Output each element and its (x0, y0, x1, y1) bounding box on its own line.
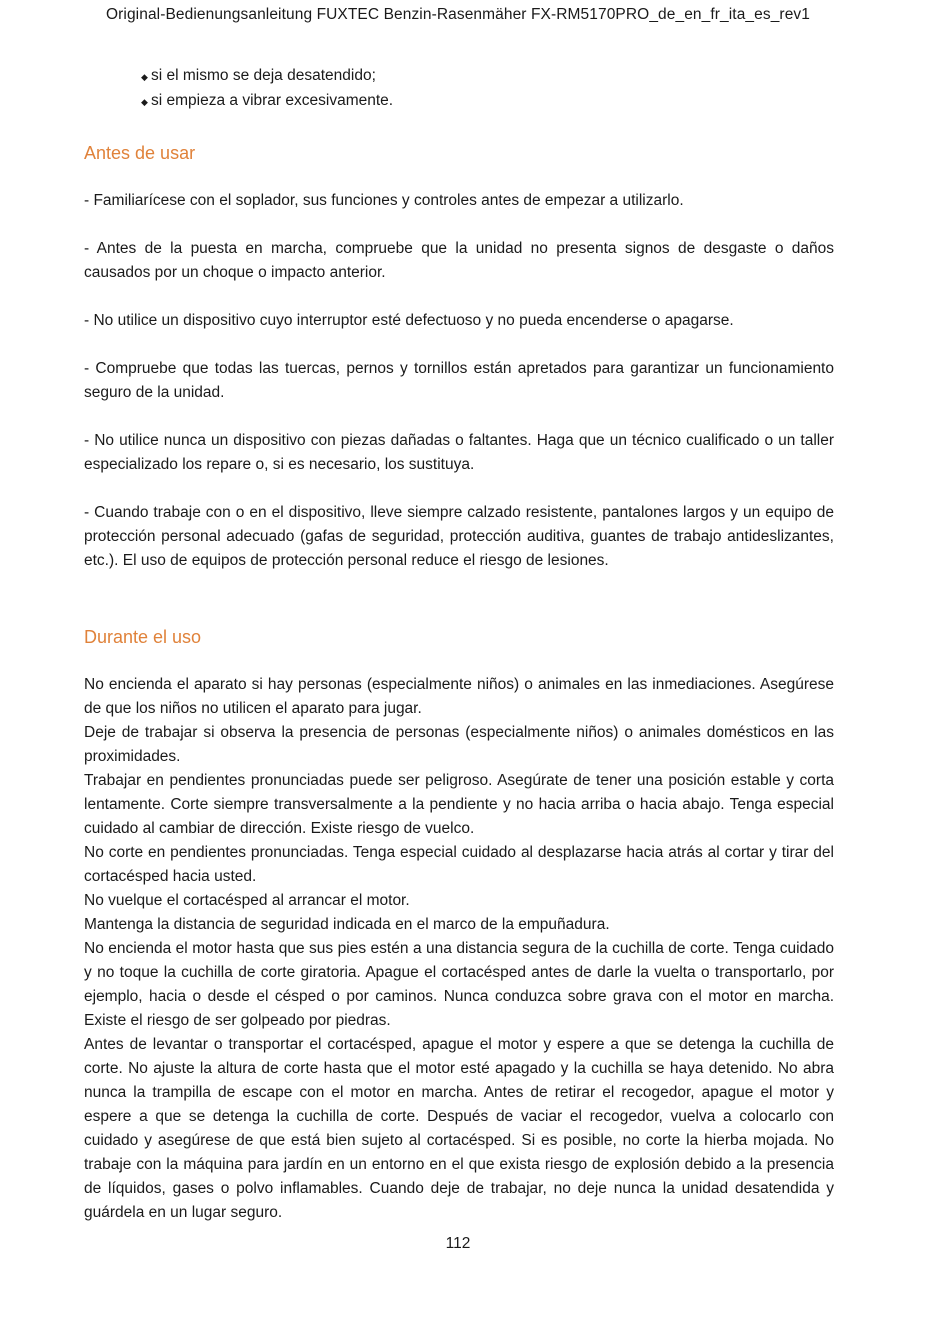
section-heading-antes-de-usar: Antes de usar (84, 143, 196, 163)
paragraph: Antes de levantar o transportar el cortacésped, apague el motor y espere a que se detenga la cuchilla de corte. No ajuste la altura de corte hasta que el motor esté apagado y la cuchilla se haya detenido. No abra nunca la trampilla de escape con el motor en marcha. Antes de retirar el recogedor, apague el motor y espere a que se detenga la cuchilla de corte. Después de vaciar el recogedor, vuelva a colocarlo con cuidado y asegúrese de que está bien sujeto al cortacésped. Si es posible, no corte la hierba mojada. No trabaje con la máquina para jardín en un entorno en el que exista riesgo de explosión debido a la presencia de líquidos, gases o polvo inflamables. Cuando deje de trabajar, no deje nunca la unidad desatendida y guárdela en un lugar seguro. (84, 1036, 834, 1221)
bullet-icon: ◆ (141, 97, 148, 107)
paragraph: - Cuando trabaje con o en el dispositivo, lleve siempre calzado resistente, pantalones largos y un equipo de protección personal adecuado (gafas de seguridad, protección auditiva, guantes de trabajo antideslizantes, etc.). El uso de equipos de protección personal reduce el riesgo de lesiones. (84, 504, 834, 569)
paragraph: Deje de trabajar si observa la presencia de personas (especialmente niños) o animales domésticos en las proximidades. (84, 724, 834, 765)
page-number: 112 (445, 1235, 471, 1252)
bullet-icon: ◆ (141, 72, 148, 82)
paragraph: - No utilice nunca un dispositivo con piezas dañadas o faltantes. Haga que un técnico cualificado o un taller especializado los repare o, si es necesario, los sustituya. (84, 432, 834, 473)
paragraph: No encienda el motor hasta que sus pies estén a una distancia segura de la cuchilla de corte. Tenga cuidado y no toque la cuchilla de corte giratoria. Apague el cortacésped antes de darle la vuelta o transportarlo, por ejemplo, hacia o desde el césped o por caminos. Nunca conduzca sobre grava con el motor en marcha. Existe el riesgo de ser golpeado por piedras. (84, 940, 834, 1029)
paragraph: - No utilice un dispositivo cuyo interruptor esté defectuoso y no pueda encenderse o apagarse. (84, 312, 734, 329)
paragraph: Trabajar en pendientes pronunciadas puede ser peligroso. Asegúrate de tener una posición estable y corta lentamente. Corte siempre transversalmente a la pendiente y no hacia arriba o hacia abajo. Tenga especial cuidado al cambiar de dirección. Existe riesgo de vuelco. (84, 772, 834, 837)
list-item (141, 64, 834, 89)
bullet-list (141, 64, 834, 114)
paragraph: - Antes de la puesta en marcha, compruebe que la unidad no presenta signos de desgaste o daños causados por un choque o impacto anterior. (84, 240, 834, 281)
paragraph: - Familiarícese con el soplador, sus funciones y controles antes de empezar a utilizarlo. (84, 192, 684, 209)
paragraph: No vuelque el cortacésped al arrancar el motor. (84, 892, 410, 909)
list-item-text: si el mismo se deja desatendido; (151, 67, 376, 84)
section-body (84, 673, 834, 1225)
paragraph: - Compruebe que todas las tuercas, pernos y tornillos están apretados para garantizar un funcionamiento seguro de la unidad. (84, 360, 834, 401)
section-heading-durante-el-uso: Durante el uso (84, 627, 202, 647)
paragraph: No encienda el aparato si hay personas (especialmente niños) o animales en las inmediaciones. Asegúrese de que los niños no utilicen el aparato para jugar. (84, 676, 834, 717)
list-item-text: si empieza a vibrar excesivamente. (151, 92, 394, 109)
document-header: Original-Bedienungsanleitung FUXTEC Benzin-Rasenmäher FX-RM5170PRO_de_en_fr_ita_es_rev1 (106, 6, 810, 23)
list-item (141, 89, 834, 114)
paragraph: Mantenga la distancia de seguridad indicada en el marco de la empuñadura. (84, 916, 610, 933)
page-content (84, 64, 834, 1225)
paragraph: No corte en pendientes pronunciadas. Tenga especial cuidado al desplazarse hacia atrás al cortar y tirar del cortacésped hacia usted. (84, 844, 834, 885)
